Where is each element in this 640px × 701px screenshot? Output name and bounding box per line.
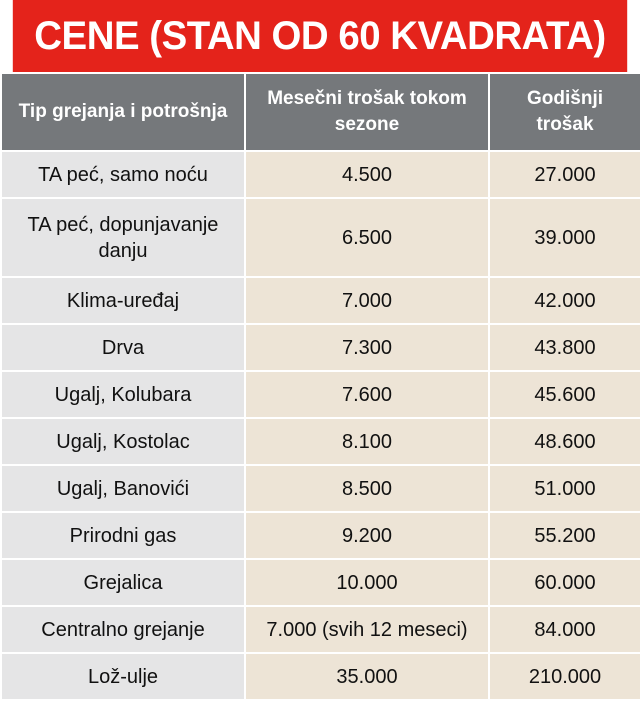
cell-monthly-cost: 10.000	[245, 559, 489, 606]
cell-monthly-cost: 8.100	[245, 418, 489, 465]
header-monthly-cost: Mesečni trošak tokom sezone	[245, 73, 489, 151]
cell-annual-cost: 60.000	[489, 559, 640, 606]
cell-heating-type: Prirodni gas	[1, 512, 245, 559]
header-annual-cost: Godišnji trošak	[489, 73, 640, 151]
cell-monthly-cost: 4.500	[245, 151, 489, 198]
cell-annual-cost: 48.600	[489, 418, 640, 465]
table-row	[1, 653, 640, 700]
cell-monthly-cost: 7.600	[245, 371, 489, 418]
cell-monthly-cost: 6.500	[245, 198, 489, 277]
cell-heating-type: Centralno grejanje	[1, 606, 245, 653]
header-heating-type: Tip grejanja i potrošnja	[1, 73, 245, 151]
cell-heating-type: Ugalj, Kostolac	[1, 418, 245, 465]
table-row	[1, 277, 640, 324]
cell-heating-type: TA peć, samo noću	[1, 151, 245, 198]
header-row	[1, 73, 640, 151]
cell-heating-type: TA peć, dopunjavanje danju	[1, 198, 245, 277]
cell-monthly-cost: 7.000	[245, 277, 489, 324]
table-row	[1, 198, 640, 277]
cell-annual-cost: 43.800	[489, 324, 640, 371]
cell-annual-cost: 210.000	[489, 653, 640, 700]
cell-annual-cost: 84.000	[489, 606, 640, 653]
table-title: CENE (STAN OD 60 KVADRATA)	[13, 0, 627, 72]
table-row	[1, 606, 640, 653]
table-row	[1, 559, 640, 606]
table-row	[1, 151, 640, 198]
cell-heating-type: Lož-ulje	[1, 653, 245, 700]
table-row	[1, 512, 640, 559]
cell-annual-cost: 55.200	[489, 512, 640, 559]
cell-annual-cost: 45.600	[489, 371, 640, 418]
cell-heating-type: Ugalj, Banovići	[1, 465, 245, 512]
cell-heating-type: Ugalj, Kolubara	[1, 371, 245, 418]
cell-monthly-cost: 9.200	[245, 512, 489, 559]
table-row	[1, 465, 640, 512]
heating-cost-table	[0, 72, 640, 701]
cell-annual-cost: 42.000	[489, 277, 640, 324]
table-row	[1, 371, 640, 418]
table-row	[1, 324, 640, 371]
cell-heating-type: Grejalica	[1, 559, 245, 606]
cell-monthly-cost: 7.300	[245, 324, 489, 371]
cell-annual-cost: 39.000	[489, 198, 640, 277]
cell-heating-type: Klima-uređaj	[1, 277, 245, 324]
cell-annual-cost: 51.000	[489, 465, 640, 512]
table-row	[1, 418, 640, 465]
cell-annual-cost: 27.000	[489, 151, 640, 198]
cell-monthly-cost: 7.000 (svih 12 meseci)	[245, 606, 489, 653]
cell-heating-type: Drva	[1, 324, 245, 371]
cell-monthly-cost: 35.000	[245, 653, 489, 700]
cell-monthly-cost: 8.500	[245, 465, 489, 512]
